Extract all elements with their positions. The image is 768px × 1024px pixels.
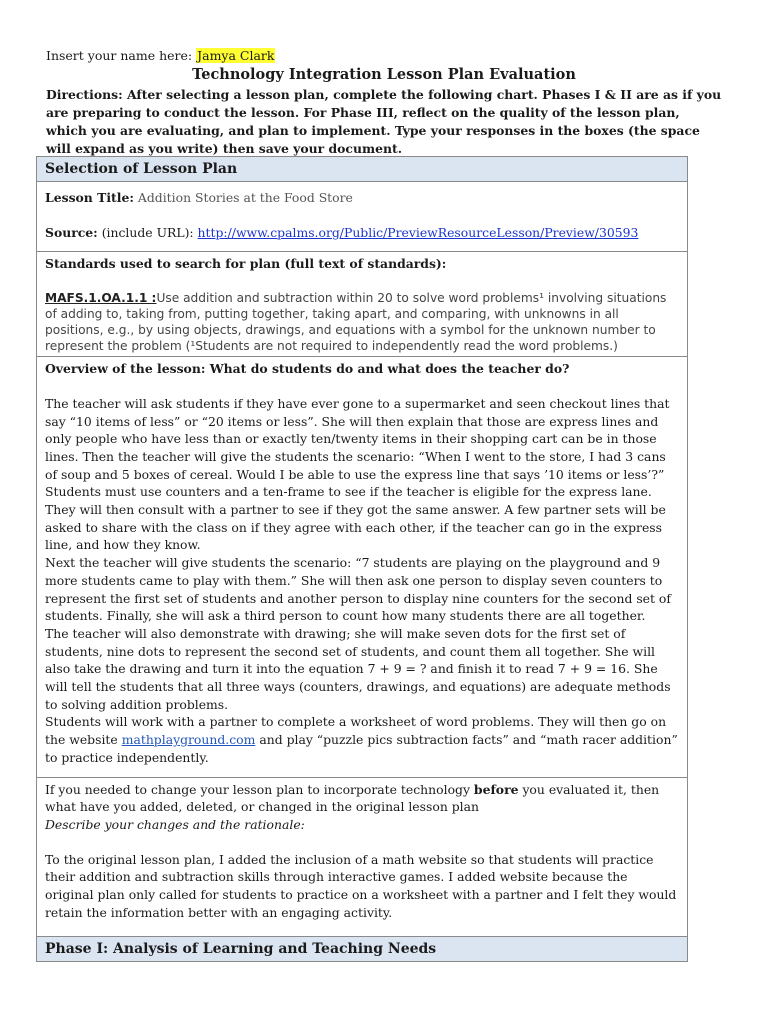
lesson-title-label: Lesson Title: (45, 190, 134, 205)
student-name[interactable]: Jamya Clark (197, 48, 275, 63)
mathplayground-link[interactable]: mathplayground.com (121, 732, 256, 748)
overview-paragraph-2: Next the teacher will give students the scenario: “7 students are playing on the playground and 9 more students came to play with them.” She will then ask one person to display seven counters to represent the first set of students and another person to display nine counters for the second set of students. Finally, she will ask a third person to count how many students there are all together. (45, 555, 671, 624)
changes-prompt-bold: before (473, 781, 519, 797)
overview-cell[interactable] (37, 357, 688, 777)
changes-instruction: Describe your changes and the rationale: (45, 816, 305, 832)
lesson-info-cell[interactable] (37, 182, 688, 252)
changes-prompt-before: If you needed to change your lesson plan to incorporate technology (45, 781, 470, 797)
standard-code: MAFS.1.OA.1.1 : (45, 291, 157, 306)
source-url-link[interactable]: http://www.cpalms.org/Public/PreviewResourceLesson/Preview/30593 (197, 224, 639, 240)
source-note: (include URL): (101, 224, 194, 240)
overview-paragraph-4 (45, 713, 679, 766)
section-heading-selection: Selection of Lesson Plan (37, 157, 688, 182)
section-heading-phase1: Phase I: Analysis of Learning and Teaching Needs (37, 936, 688, 961)
document-title: Technology Integration Lesson Plan Evaluation (192, 66, 576, 83)
changes-prompt-after: you evaluated it, then what have you added, deleted, or changed in the original lesson plan (45, 781, 660, 815)
evaluation-table (36, 156, 688, 962)
overview-paragraph-3: The teacher will also demonstrate with drawing; she will make seven dots for the first set of students, nine dots to represent the second set of students, and count them all together. She will also take the drawing and turn it into the equation 7 + 9 = ? and finish it to read 7 + 9 = 16. She will tell the students that all three ways (counters, drawings, and equations) are adequate methods to solving addition problems. (45, 625, 671, 712)
overview-p4-before: Students will work with a partner to complete a worksheet of word problems. They will then go on the website (45, 714, 667, 748)
source-label: Source: (45, 224, 98, 240)
changes-cell[interactable] (37, 777, 688, 936)
lesson-title-value: Addition Stories at the Food Store (137, 190, 353, 205)
standard-text: Use addition and subtraction within 20 to solve word problems¹ involving situations of adding to, taking from, putting together, taking apart, and comparing, with unknowns in all positions, e.g., by using objects, drawings, and equations with a symbol for the unknown number to represent the problem (¹Students are not required to independently read the word problems.) (45, 291, 667, 354)
overview-paragraph-1: The teacher will ask students if they have ever gone to a supermarket and seen checkout lines that say “10 items of less” or “20 items or less”. She will then explain that those are express lines and only people who have less than or exactly ten/twenty items in their shopping cart can be in those lines. Then the teacher will give the students the scenario: “When I went to the store, I had 3 cans of soup and 5 boxes of cereal. Would I be able to use the express line that says ’10 items or less’?” Students must use counters and a ten-frame to see if the teacher is eligible for the express lane. They will then consult with a partner to see if they got the same answer. A few partner sets will be asked to share with the class on if they agree with each other, if the teacher can go in the express line, and how they know. (45, 395, 670, 553)
name-prompt: Insert your name here: (46, 48, 193, 63)
changes-answer: To the original lesson plan, I added the inclusion of a math website so that students will practice their addition and subtraction skills through interactive games. I added website because the original plan only called for students to practice on a worksheet with a partner and I felt they would retain the information better with an engaging activity. (45, 851, 677, 920)
overview-p4-after: and play “puzzle pics subtraction facts” and “math racer addition” to practice independently. (45, 732, 678, 765)
standards-label: Standards used to search for plan (full text of standards): (45, 256, 447, 272)
directions: Directions: After selecting a lesson plan, complete the following chart. Phases I & II are as if you are preparing to conduct the lesson. For Phase III, reflect on the quality of the lesson plan, which you are evaluating, and plan to implement. Type your responses in the boxes (the space will expand as you write) then save your document. (46, 87, 722, 156)
standards-cell[interactable] (37, 252, 688, 357)
changes-prompt (45, 781, 679, 816)
overview-label: Overview of the lesson: What do students do and what does the teacher do? (45, 361, 570, 377)
name-line (46, 48, 275, 63)
